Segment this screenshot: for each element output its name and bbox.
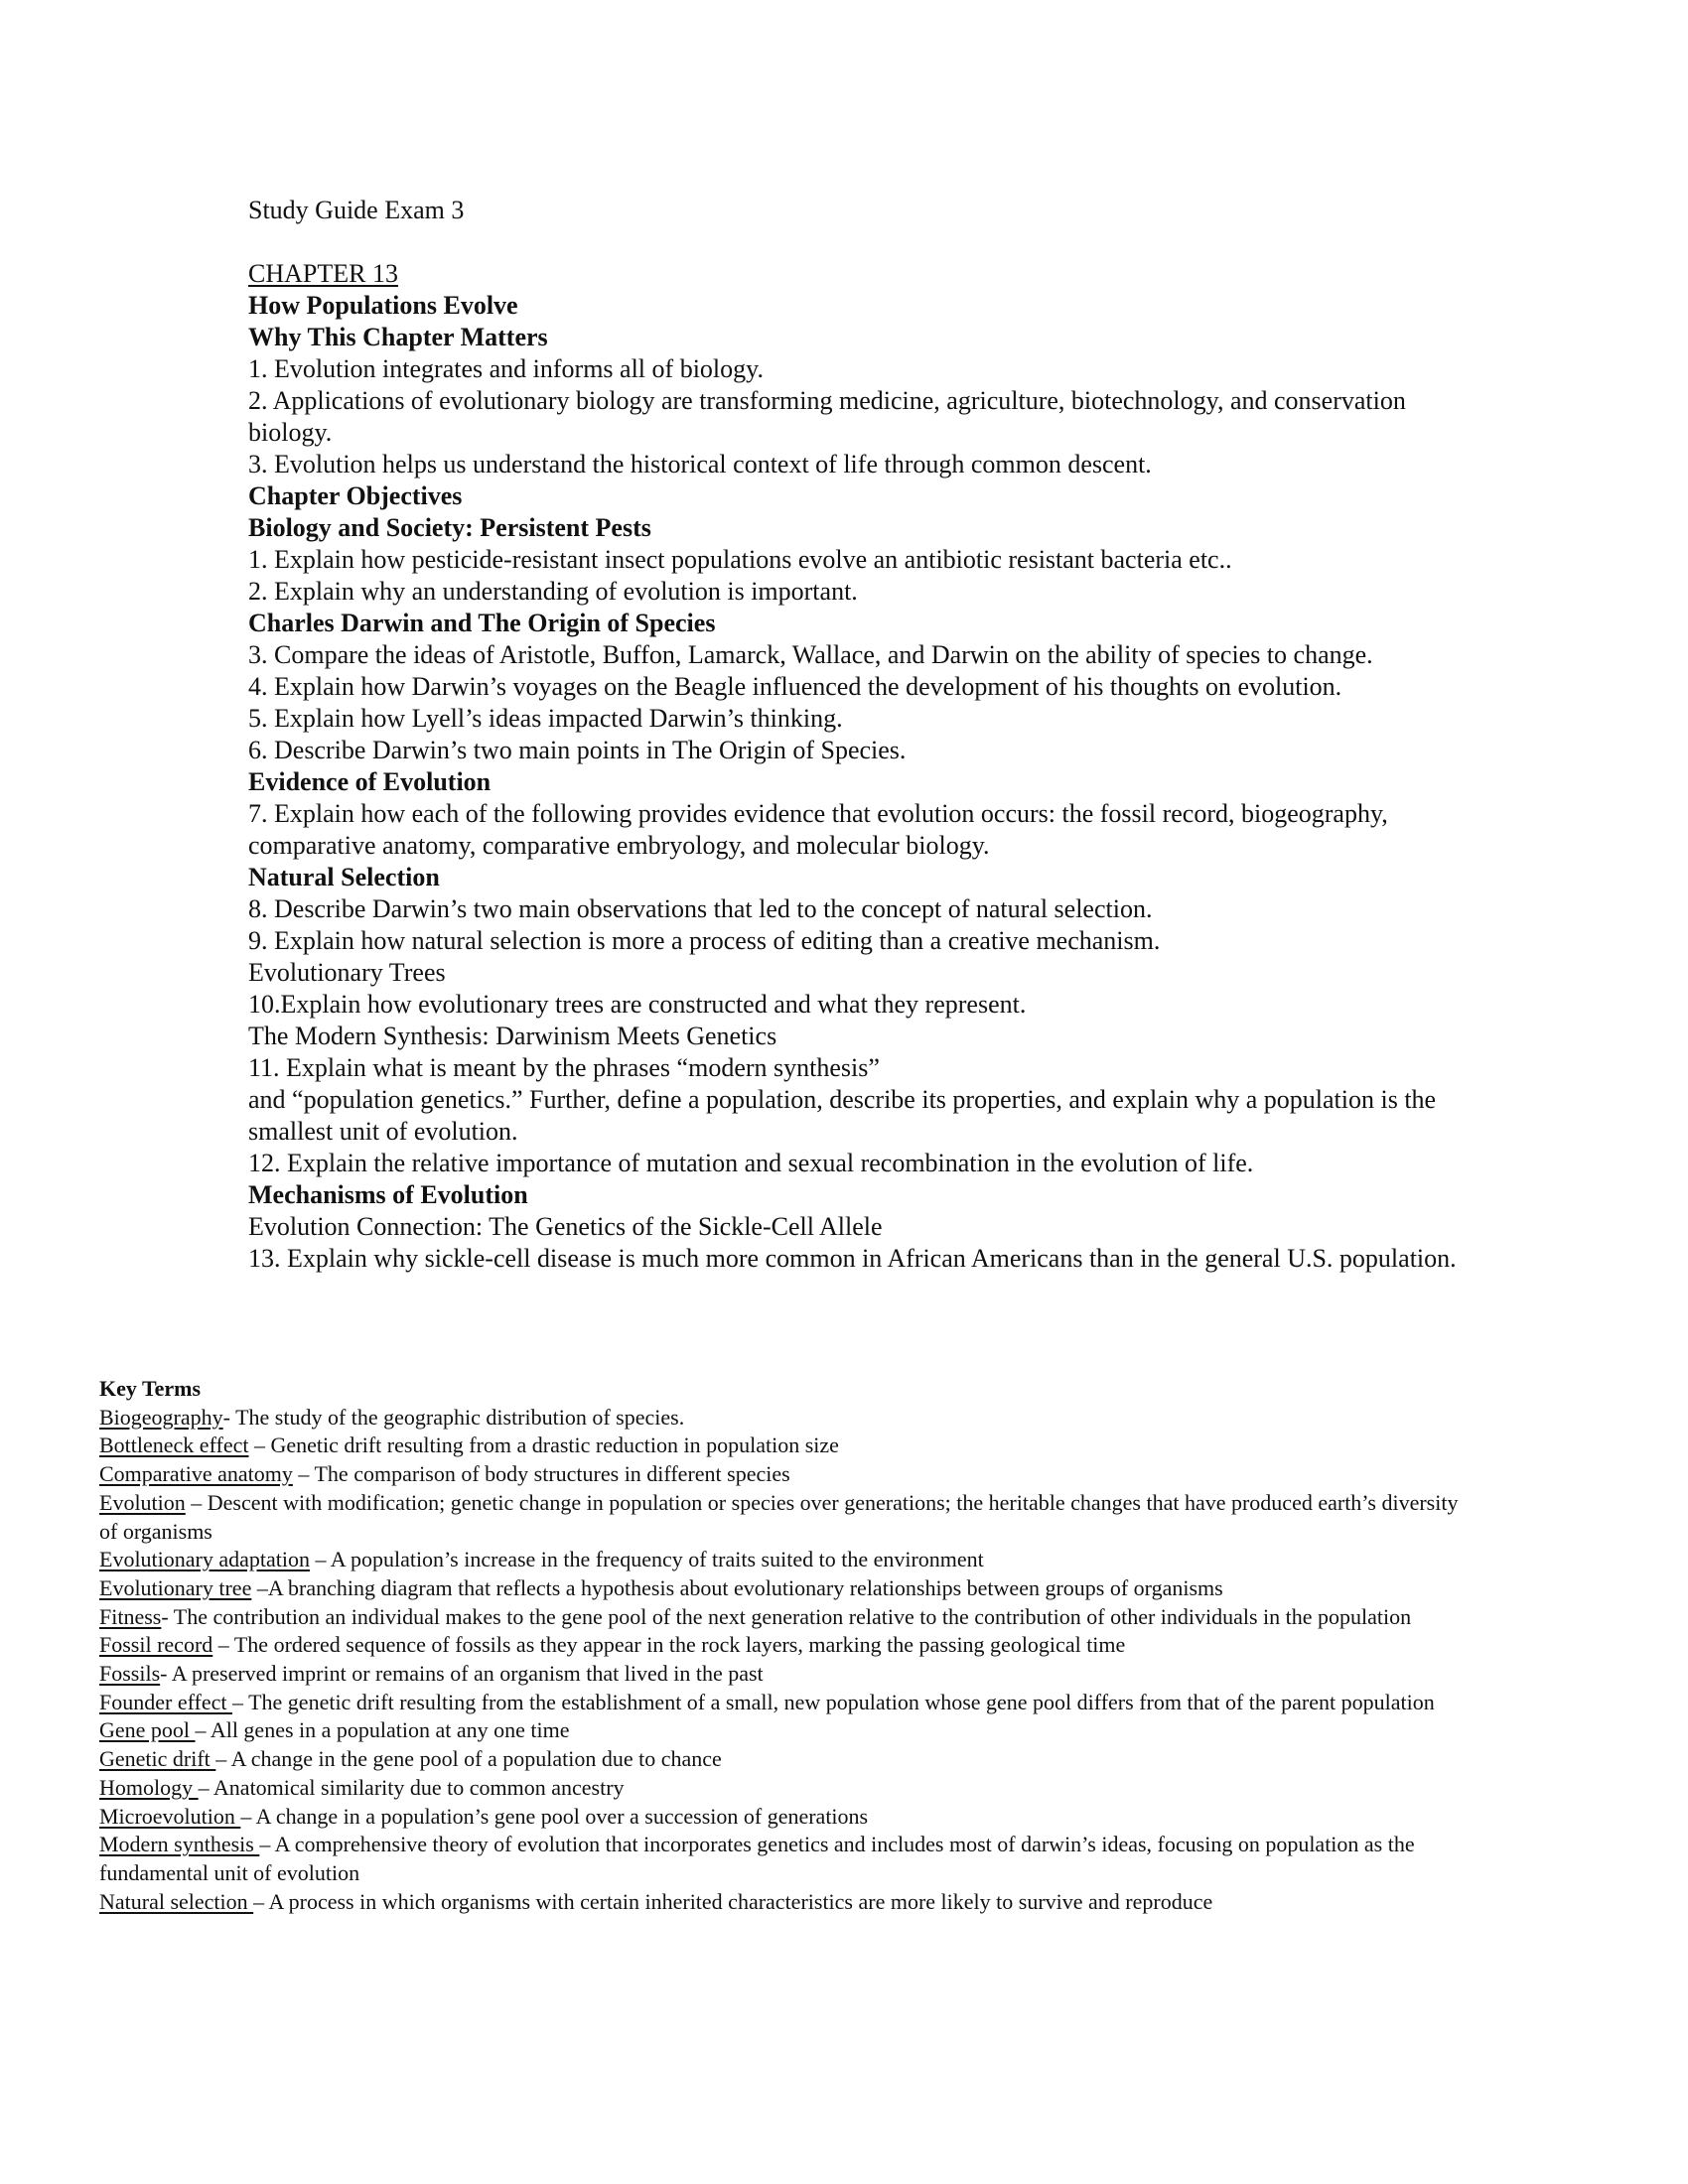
chapter-title: How Populations Evolve [248, 291, 518, 320]
key-term-word: Comparative anatomy [99, 1461, 293, 1487]
key-term [99, 1460, 1460, 1489]
key-term-word: Evolutionary tree [99, 1574, 252, 1600]
key-term [99, 1489, 1460, 1546]
why-item: 3. Evolution helps us understand the historical context of life through common descent. [248, 450, 1152, 478]
why-item: 2. Applications of evolutionary biology are transforming medicine, agriculture, biotechnology, and conservation biology. [248, 386, 1406, 447]
objective-item: and “population genetics.” Further, define a population, describe its properties, and explain why a population is the smallest unit of evolution. [248, 1085, 1437, 1146]
key-term-word: Homology [99, 1774, 199, 1800]
key-term-definition: – A change in the gene pool of a population due to chance [215, 1746, 722, 1772]
objective-item: 4. Explain how Darwin’s voyages on the Beagle influenced the development of his thoughts on evolution. [248, 672, 1342, 701]
key-term [99, 1745, 1460, 1774]
objective-item: 9. Explain how natural selection is more a process of editing than a creative mechanism. [248, 926, 1161, 955]
key-term [99, 1774, 1460, 1803]
key-term-definition: – Anatomical similarity due to common ancestry [198, 1774, 625, 1800]
objective-item: 1. Explain how pesticide-resistant insect populations evolve an antibiotic resistant bacteria etc.. [248, 545, 1232, 574]
chapter-label: CHAPTER 13 [248, 259, 398, 288]
section-heading: Evidence of Evolution [248, 767, 492, 796]
objective-item: 12. Explain the relative importance of mutation and sexual recombination in the evolution of life. [248, 1149, 1254, 1177]
key-term [99, 1631, 1460, 1660]
key-term [99, 1404, 1460, 1433]
key-term-definition: – A process in which organisms with certain inherited characteristics are more likely to survive and reproduce [253, 1888, 1213, 1914]
key-term-word: Founder effect [99, 1689, 232, 1714]
section-heading: The Modern Synthesis: Darwinism Meets Genetics [248, 1022, 777, 1050]
section-heading: Charles Darwin and The Origin of Species [248, 609, 716, 637]
doc-title: Study Guide Exam 3 [248, 196, 465, 224]
key-term-definition: – A population’s increase in the frequency of traits suited to the environment [310, 1547, 984, 1572]
key-term-word: Fitness [99, 1603, 162, 1629]
section-heading: Natural Selection [248, 863, 440, 891]
key-term-word: Modern synthesis [99, 1832, 260, 1857]
key-term [99, 1660, 1460, 1689]
key-term-definition: – A comprehensive theory of evolution that incorporates genetics and includes most of darwin’s ideas, focusing on population as the fundamental unit of evolution [99, 1832, 1415, 1885]
key-term [99, 1716, 1460, 1745]
key-term-word: Biogeography [99, 1404, 223, 1430]
objective-item: 7. Explain how each of the following provides evidence that evolution occurs: the fossil record, biogeography, comparative anatomy, comparative embryology, and molecular biology. [248, 799, 1388, 860]
section-heading: Evolution Connection: The Genetics of the Sickle-Cell Allele [248, 1212, 883, 1241]
key-terms-heading: Key Terms [99, 1376, 202, 1401]
study-guide-outline [248, 195, 1470, 1275]
key-term [99, 1803, 1460, 1832]
key-term-definition: – All genes in a population at any one time [195, 1717, 570, 1743]
objective-item: 8. Describe Darwin’s two main observations that led to the concept of natural selection. [248, 894, 1153, 923]
section-heading: Evolutionary Trees [248, 958, 446, 987]
key-term [99, 1546, 1460, 1574]
key-term [99, 1888, 1460, 1917]
objective-item: 11. Explain what is meant by the phrases “modern synthesis” [248, 1053, 880, 1082]
key-term-word: Gene pool [99, 1717, 196, 1743]
objective-item: 10.Explain how evolutionary trees are constructed and what they represent. [248, 990, 1027, 1019]
spacer [248, 226, 1470, 258]
section-heading: Biology and Society: Persistent Pests [248, 513, 651, 542]
key-term-word: Fossil record [99, 1632, 213, 1658]
key-term-word: Genetic drift [99, 1746, 216, 1772]
key-term-definition: - The study of the geographic distribution of species. [222, 1404, 685, 1430]
key-term-word: Fossils [99, 1661, 161, 1687]
key-term [99, 1831, 1460, 1887]
objective-item: 2. Explain why an understanding of evolution is important. [248, 577, 858, 606]
key-term-definition: –A branching diagram that reflects a hypothesis about evolutionary relationships between groups of organisms [251, 1574, 1223, 1600]
key-terms-list [99, 1375, 1460, 1916]
key-term-definition: - A preserved imprint or remains of an organism that lived in the past [160, 1661, 764, 1687]
objective-item: 6. Describe Darwin’s two main points in The Origin of Species. [248, 736, 907, 764]
objective-item: 3. Compare the ideas of Aristotle, Buffon, Lamarck, Wallace, and Darwin on the ability of species to change. [248, 640, 1373, 669]
key-term [99, 1432, 1460, 1460]
key-term-definition: – A change in a population’s gene pool over a succession of generations [240, 1803, 869, 1829]
key-term-word: Evolutionary adaptation [99, 1547, 310, 1572]
key-term-definition: – The comparison of body structures in different species [292, 1461, 790, 1487]
key-term [99, 1574, 1460, 1603]
key-term-word: Bottleneck effect [99, 1433, 249, 1458]
key-term [99, 1689, 1460, 1717]
key-term-word: Natural selection [99, 1888, 254, 1914]
key-term [99, 1603, 1460, 1632]
section-heading: Mechanisms of Evolution [248, 1180, 528, 1209]
objectives-heading: Chapter Objectives [248, 481, 463, 510]
objective-item: 5. Explain how Lyell’s ideas impacted Darwin’s thinking. [248, 704, 843, 733]
key-term-definition: - The contribution an individual makes to the gene pool of the next generation relative to the contribution of other individuals in the population [161, 1603, 1412, 1629]
key-term-word: Microevolution [99, 1803, 241, 1829]
key-term-word: Evolution [99, 1489, 186, 1515]
key-term-definition: – The genetic drift resulting from the establishment of a small, new population whose gene pool differs from that of the parent population [232, 1689, 1435, 1714]
key-term-definition: – Genetic drift resulting from a drastic reduction in population size [248, 1433, 839, 1458]
key-term-definition: – Descent with modification; genetic change in population or species over generations; the heritable changes that have produced earth’s diversity of organisms [99, 1489, 1459, 1544]
why-item: 1. Evolution integrates and informs all of biology. [248, 354, 764, 383]
objective-item: 13. Explain why sickle-cell disease is much more common in African Americans than in the general U.S. population. [248, 1244, 1457, 1273]
why-heading: Why This Chapter Matters [248, 323, 548, 351]
key-term-definition: – The ordered sequence of fossils as they appear in the rock layers, marking the passing geological time [212, 1632, 1126, 1658]
